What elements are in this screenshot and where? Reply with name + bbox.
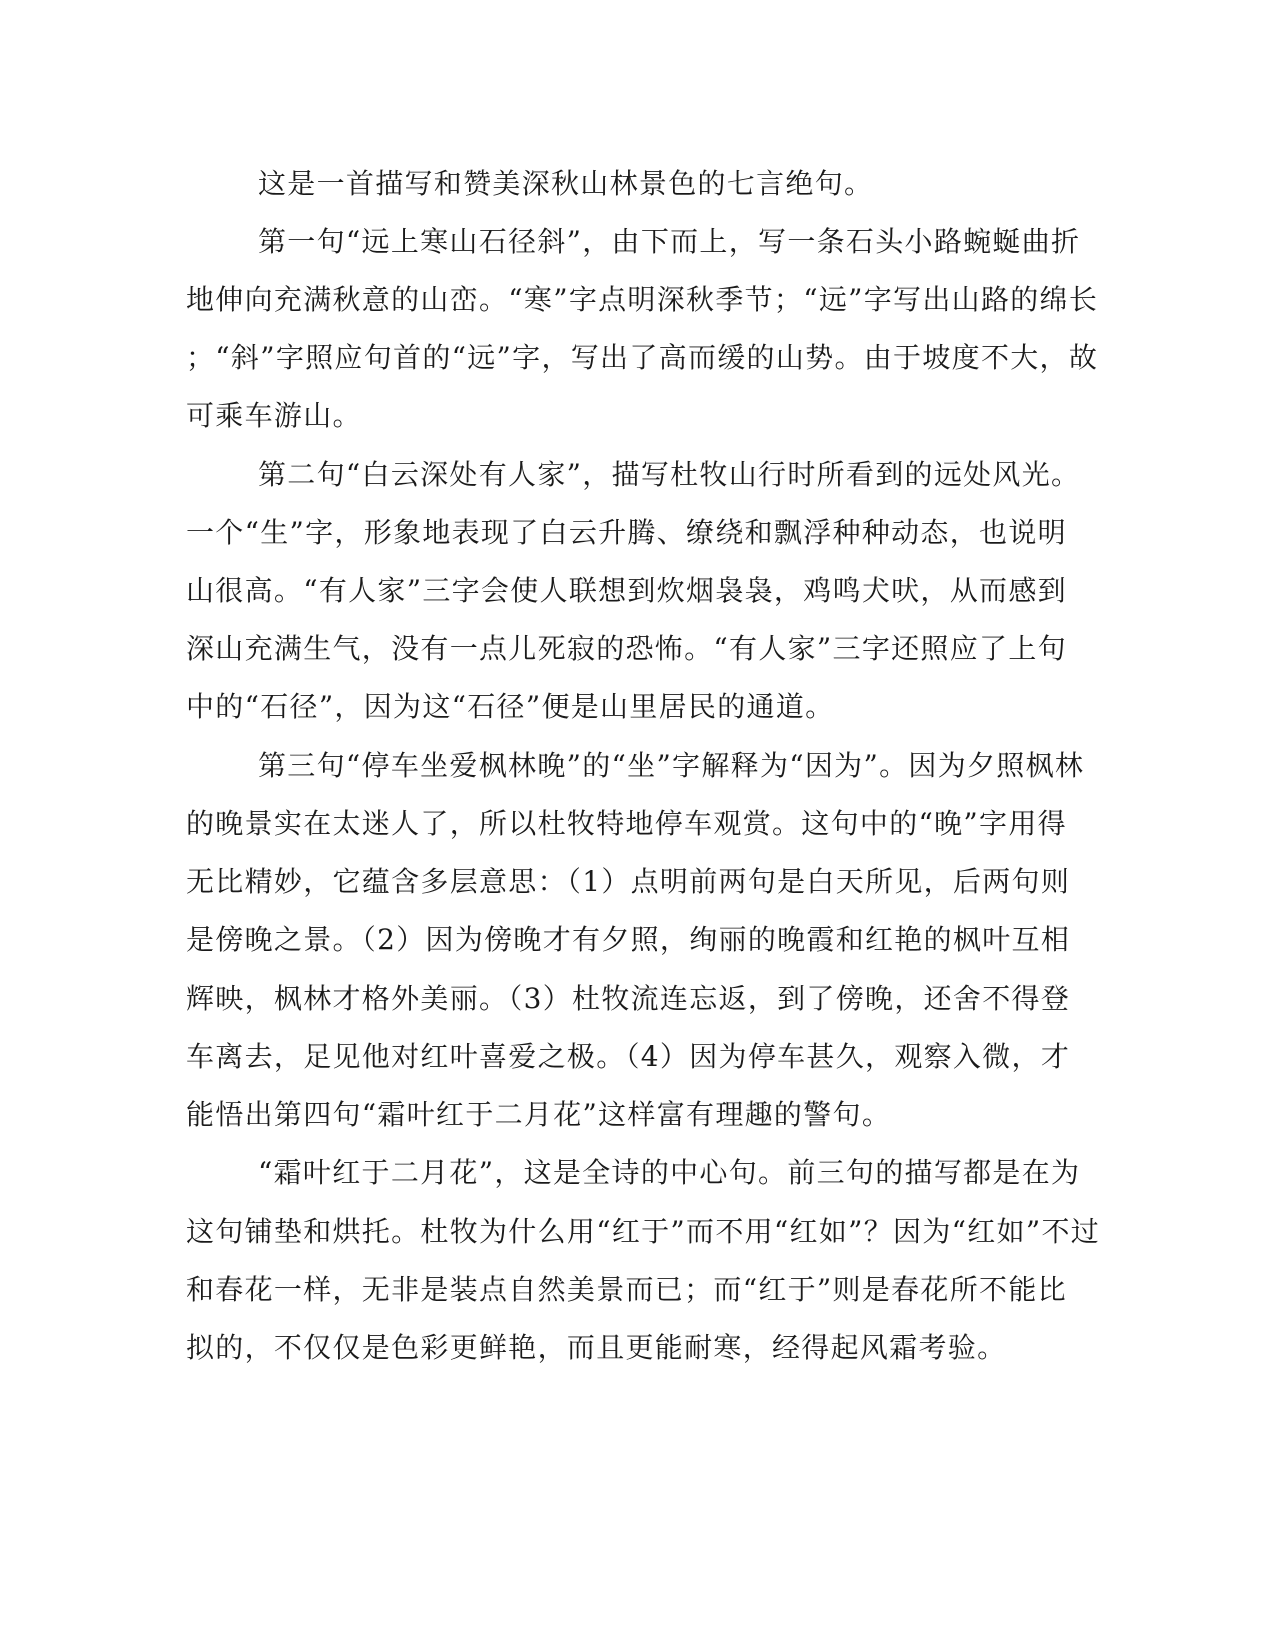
paragraph-3-line-5: 中的“石径”，因为这“石径”便是山里居民的通道。	[186, 690, 835, 723]
paragraph-2-line-4: 可乘车游山。	[186, 399, 362, 432]
paragraph-2-line-1: 第一句“远上寒山石径斜”，由下而上，写一条石头小路蜿蜒曲折	[258, 225, 1081, 258]
paragraph-2-line-3: ；“斜”字照应句首的“远”字，写出了高而缓的山势。由于坡度不大，故	[186, 341, 1099, 374]
paragraph-5-line-1: “霜叶红于二月花”，这是全诗的中心句。前三句的描写都是在为	[258, 1156, 1081, 1189]
paragraph-3-line-3: 山很高。“有人家”三字会使人联想到炊烟袅袅，鸡鸣犬吠，从而感到	[186, 574, 1067, 607]
paragraph-5-line-4: 拟的，不仅仅是色彩更鲜艳，而且更能耐寒，经得起风霜考验。	[186, 1331, 1007, 1364]
paragraph-3-line-4: 深山充满生气，没有一点儿死寂的恐怖。“有人家”三字还照应了上句	[186, 632, 1067, 665]
paragraph-4-line-2: 的晚景实在太迷人了，所以杜牧特地停车观赏。这句中的“晚”字用得	[186, 807, 1067, 840]
paragraph-3-line-2: 一个“生”字，形象地表现了白云升腾、缭绕和飘浮种种动态，也说明	[186, 516, 1067, 549]
paragraph-4-line-6: 车离去，足见他对红叶喜爱之极。（4）因为停车甚久，观察入微，才	[186, 1040, 1071, 1073]
paragraph-4-line-4: 是傍晚之景。（2）因为傍晚才有夕照，绚丽的晚霞和红艳的枫叶互相	[186, 923, 1071, 956]
paragraph-4-line-7: 能悟出第四句“霜叶红于二月花”这样富有理趣的警句。	[186, 1098, 892, 1131]
paragraph-5-line-3: 和春花一样，无非是装点自然美景而已；而“红于”则是春花所不能比	[186, 1273, 1067, 1306]
paragraph-2-line-2: 地伸向充满秋意的山峦。“寒”字点明深秋季节；“远”字写出山路的绵长	[186, 283, 1099, 316]
paragraph-4-line-5: 辉映，枫林才格外美丽。（3）杜牧流连忘返，到了傍晚，还舍不得登	[186, 982, 1071, 1015]
paragraph-4-line-3: 无比精妙，它蕴含多层意思：（1）点明前两句是白天所见，后两句则	[186, 865, 1071, 898]
paragraph-4-line-1: 第三句“停车坐爱枫林晚”的“坐”字解释为“因为”。因为夕照枫林	[258, 749, 1085, 782]
paragraph-3-line-1: 第二句“白云深处有人家”，描写杜牧山行时所看到的远处风光。	[258, 458, 1081, 491]
paragraph-1-line-1: 这是一首描写和赞美深秋山林景色的七言绝句。	[258, 167, 874, 200]
paragraph-5-line-2: 这句铺垫和烘托。杜牧为什么用“红于”而不用“红如”？因为“红如”不过	[186, 1215, 1101, 1248]
